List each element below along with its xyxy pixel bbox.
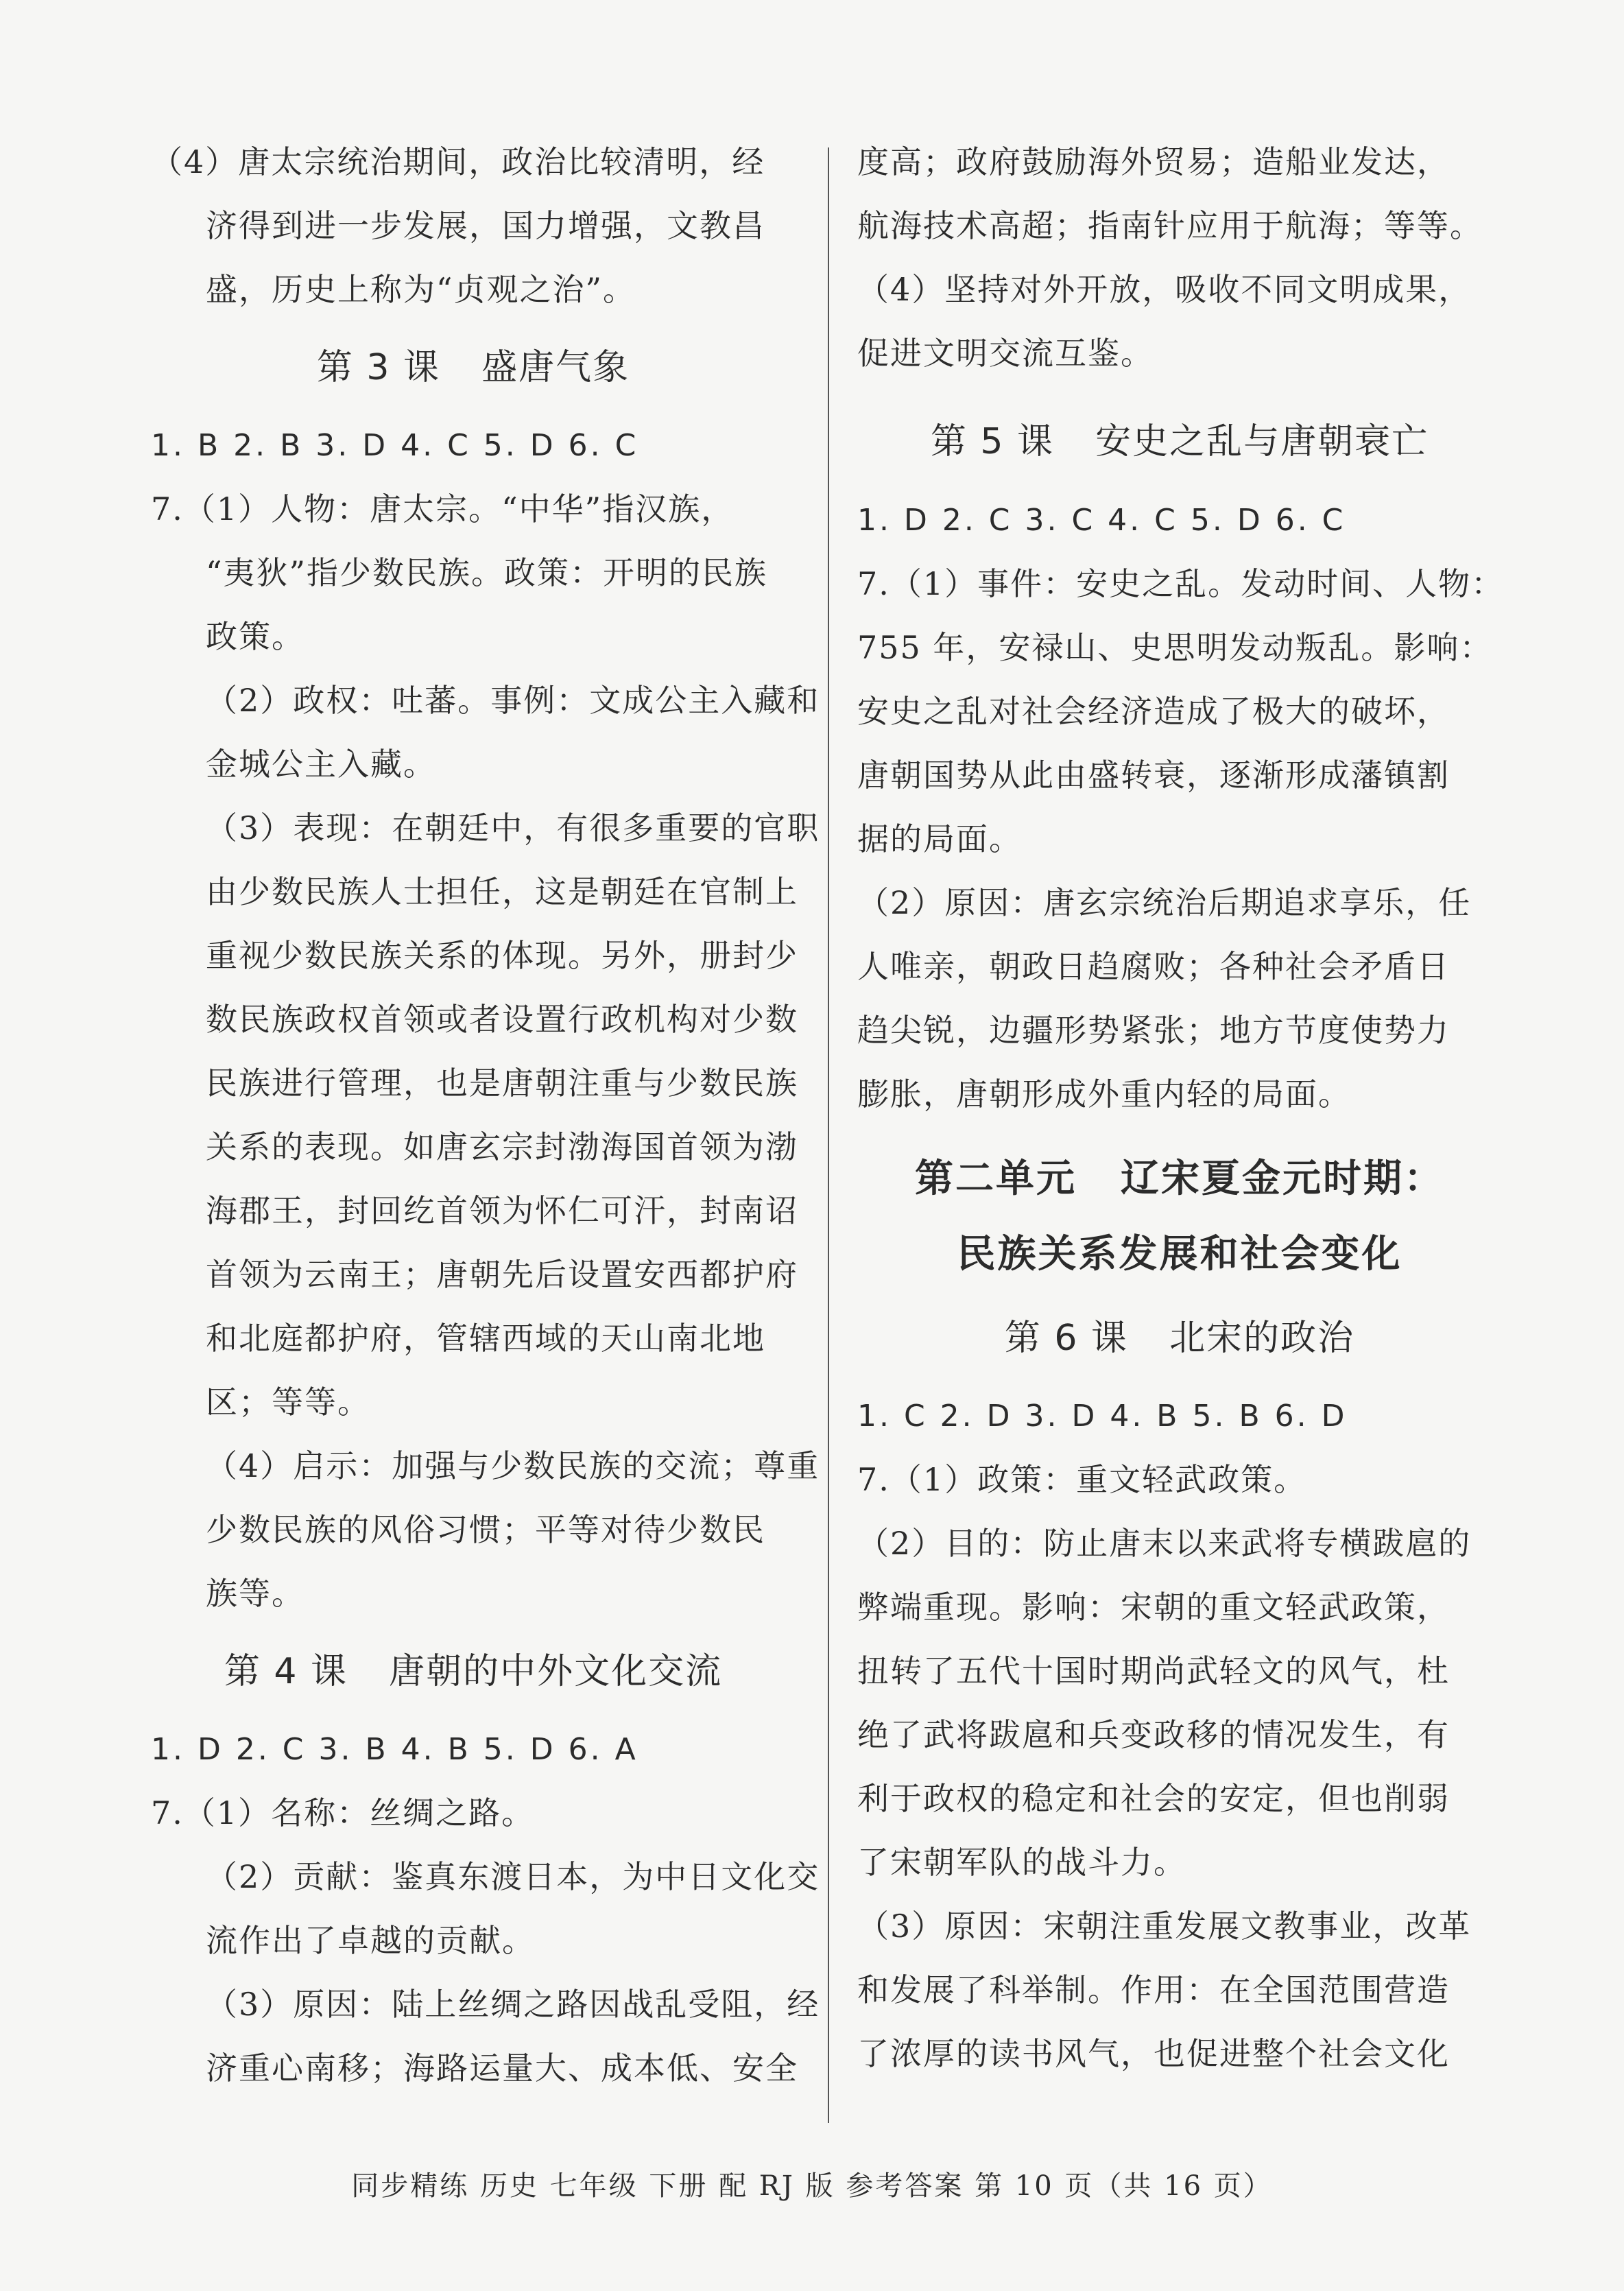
answer-text-line: 人唯亲，朝政日趋腐败；各种社会矛盾日 — [857, 948, 1450, 985]
answer-text-line: 促进文明交流互鉴。 — [857, 335, 1154, 372]
answer-text-line: 盛，历史上称为“贞观之治”。 — [206, 271, 636, 308]
answer-text-line: 755 年，安禄山、史思明发动叛乱。影响： — [857, 629, 1493, 666]
answer-text-line: （3）表现：在朝廷中，有很多重要的官职 — [206, 809, 820, 846]
answer-text-line: 济得到进一步发展，国力增强，文教昌 — [206, 207, 765, 244]
lesson-title: 唐朝的中外文化交流 — [389, 1651, 723, 1692]
answer-text-line: 扭转了五代十国时期尚武轻文的风气，杜 — [857, 1652, 1450, 1689]
answer-text-line: 安史之乱对社会经济造成了极大的破坏， — [857, 693, 1450, 730]
answer-text-line: 绝了武将跋扈和兵变政移的情况发生，有 — [857, 1716, 1450, 1753]
answer-text-line: 区；等等。 — [206, 1384, 370, 1421]
answer-text-line: 7.（1）事件：安史之乱。发动时间、人物： — [857, 565, 1505, 602]
answer-text-line: “夷狄”指少数民族。政策：开明的民族 — [206, 554, 768, 591]
answer-text-line: 流作出了卓越的贡献。 — [206, 1922, 535, 1959]
lesson-title: 北宋的政治 — [1169, 1318, 1355, 1359]
answer-text-line: 据的局面。 — [857, 820, 1022, 857]
answer-text-line: 数民族政权首领或者设置行政机构对少数 — [206, 1001, 798, 1038]
lesson-number: 第 4 课 — [224, 1651, 348, 1692]
answer-text-line: 7.（1）人物：唐太宗。“中华”指汉族， — [151, 490, 735, 527]
answer-text-line: 利于政权的稳定和社会的安定，但也削弱 — [857, 1780, 1450, 1817]
answer-text-line: 了浓厚的读书风气，也促进整个社会文化 — [857, 2035, 1450, 2072]
lesson-title: 盛唐气象 — [481, 347, 630, 388]
lesson-number: 第 6 课 — [1004, 1318, 1129, 1359]
answer-text-line: 民族进行管理，也是唐朝注重与少数民族 — [206, 1065, 798, 1102]
answer-text-line: 唐朝国势从此由盛转衰，逐渐形成藩镇割 — [857, 757, 1450, 794]
lesson-heading — [151, 322, 796, 414]
lesson-heading — [857, 1292, 1502, 1384]
unit-title: 辽宋夏金元时期： — [1121, 1156, 1444, 1201]
answer-text-line: 了宋朝军队的战斗力。 — [857, 1844, 1186, 1881]
page-footer: 同步精练 历史 七年级 下册 配 RJ 版 参考答案 第 10 页（共 16 页） — [351, 2170, 1273, 2202]
answer-text-line: 弊端重现。影响：宋朝的重文轻武政策， — [857, 1589, 1450, 1626]
answer-text-line: （4）唐太宗统治期间，政治比较清明，经 — [151, 143, 765, 180]
multiple-choice-answers: 1. D 2. C 3. C 4. C 5. D 6. C — [857, 503, 1346, 538]
answer-text-line: 由少数民族人士担任，这是朝廷在官制上 — [206, 873, 798, 910]
answer-text-line: （2）目的：防止唐末以来武将专横跋扈的 — [857, 1525, 1472, 1562]
answer-text-line: 度高；政府鼓励海外贸易；造船业发达， — [857, 143, 1450, 180]
answer-text-line: 首领为云南王；唐朝先后设置安西都护府 — [206, 1256, 798, 1293]
lesson-number: 第 3 课 — [316, 347, 441, 388]
answer-text-line: 趋尖锐，边疆形势紧张；地方节度使势力 — [857, 1012, 1450, 1049]
lesson-heading — [151, 1626, 796, 1718]
answer-text-line: （2）原因：唐玄宗统治后期追求享乐，任 — [857, 884, 1472, 921]
answer-text-line: 航海技术高超；指南针应用于航海；等等。 — [857, 207, 1483, 244]
answer-text-line: （3）原因：宋朝注重发展文教事业，改革 — [857, 1908, 1472, 1945]
answer-text-line: 关系的表现。如唐玄宗封渤海国首领为渤 — [206, 1128, 798, 1165]
unit-subtitle: 民族关系发展和社会变化 — [957, 1232, 1402, 1277]
left-column — [151, 130, 820, 2100]
answer-text-line: 7.（1）名称：丝绸之路。 — [151, 1794, 535, 1831]
answer-text-line: 海郡王，封回纥首领为怀仁可汗，封南诏 — [206, 1192, 798, 1229]
answer-text-line: 重视少数民族关系的体现。另外，册封少 — [206, 937, 798, 974]
multiple-choice-answers: 1. D 2. C 3. B 4. B 5. D 6. A — [151, 1732, 638, 1767]
answer-text-line: 膨胀，唐朝形成外重内轻的局面。 — [857, 1076, 1351, 1113]
answer-text-line: （3）原因：陆上丝绸之路因战乱受阻，经 — [206, 1986, 820, 2023]
answer-text-line: （2）贡献：鉴真东渡日本，为中日文化交 — [206, 1858, 820, 1895]
answer-text-line: 政策。 — [206, 618, 304, 655]
answer-text-line: 7.（1）政策：重文轻武政策。 — [857, 1461, 1307, 1498]
answer-text-line: （2）政权：吐蕃。事例：文成公主入藏和 — [206, 682, 820, 719]
lesson-number: 第 5 课 — [930, 421, 1055, 462]
answer-text-line: 和北庭都护府，管辖西域的天山南北地 — [206, 1320, 765, 1357]
lesson-title: 安史之乱与唐朝衰亡 — [1095, 421, 1429, 462]
answer-text-line: 和发展了科举制。作用：在全国范围营造 — [857, 1971, 1450, 2008]
answer-text-line: （4）坚持对外开放，吸收不同文明成果， — [857, 271, 1472, 308]
multiple-choice-answers: 1. C 2. D 3. D 4. B 5. B 6. D — [857, 1399, 1348, 1434]
unit-heading — [857, 1141, 1502, 1217]
unit-number: 第二单元 — [915, 1156, 1077, 1201]
answer-text-line: 少数民族的风俗习惯；平等对待少数民 — [206, 1511, 765, 1548]
column-divider — [828, 147, 829, 2123]
lesson-heading — [857, 385, 1502, 488]
answer-text-line: 金城公主入藏。 — [206, 746, 436, 783]
answer-text-line: 济重心南移；海路运量大、成本低、安全 — [206, 2050, 798, 2087]
multiple-choice-answers: 1. B 2. B 3. D 4. C 5. D 6. C — [151, 428, 639, 463]
answer-text-line: （4）启示：加强与少数民族的交流；尊重 — [206, 1447, 820, 1484]
answer-text-line: 族等。 — [206, 1575, 304, 1612]
right-column — [857, 130, 1505, 2086]
